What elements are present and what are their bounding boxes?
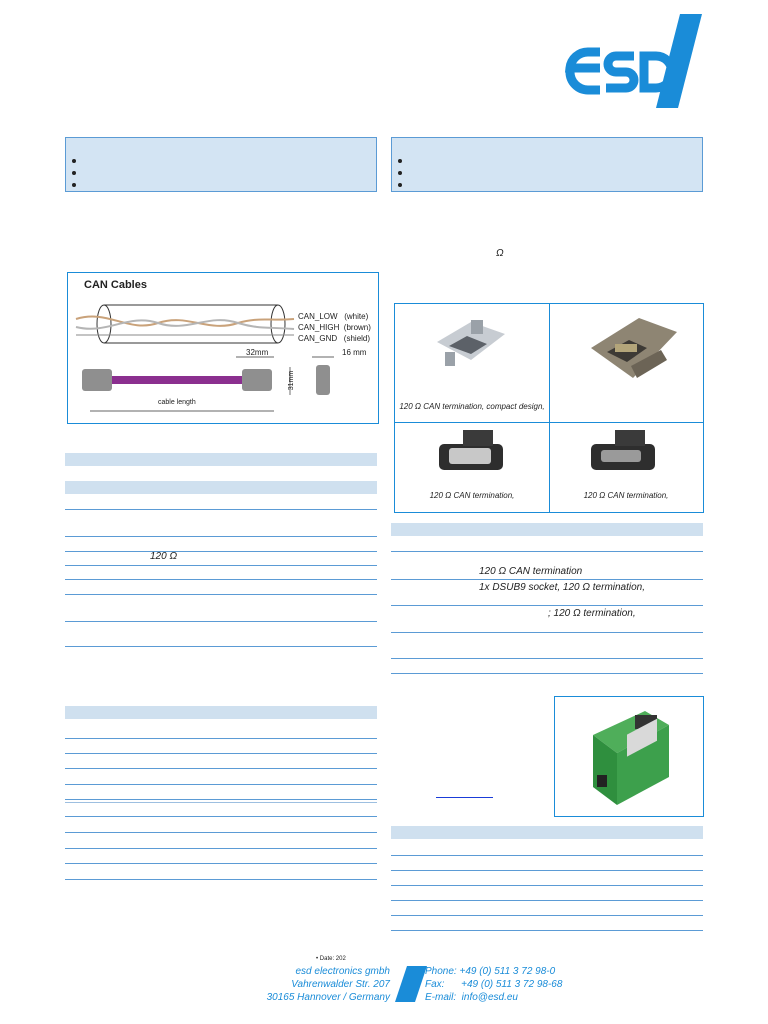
dimension-16mm: 16 mm	[342, 348, 367, 357]
feature-box-left	[65, 137, 377, 192]
footer-slash-mark	[393, 966, 427, 1007]
city-address: 30165 Hannover / Germany	[266, 992, 390, 1003]
row-divider	[65, 816, 377, 817]
row-divider	[65, 646, 377, 647]
grid-divider-h	[395, 422, 703, 423]
row-divider	[65, 768, 377, 769]
row-divider	[391, 605, 703, 606]
row-divider	[65, 579, 377, 580]
label-can-gnd	[298, 334, 370, 344]
table-header-bar	[391, 523, 703, 536]
street-address: Vahrenwalder Str. 207	[291, 979, 390, 990]
row-divider	[65, 863, 377, 864]
dimension-31mm: 31mm	[288, 370, 296, 391]
row-divider	[391, 632, 703, 633]
row-divider	[391, 900, 703, 901]
termination-dsub-photo-b	[585, 426, 665, 476]
footer-contact	[425, 965, 625, 1004]
caption-dsub-b: 120 Ω CAN termination,	[583, 491, 669, 500]
email-address[interactable]: E-mail: info@esd.eu	[425, 992, 518, 1003]
row-divider	[391, 870, 703, 871]
module-photo-frame	[554, 696, 704, 817]
label-text: (shield)	[343, 334, 371, 343]
fax-number: Fax: +49 (0) 511 3 72 98-68	[425, 979, 563, 990]
row-divider	[65, 551, 377, 552]
row-divider	[65, 594, 377, 595]
figure-title: CAN Cables	[84, 279, 147, 291]
row-divider	[391, 579, 703, 580]
row-divider	[65, 802, 377, 803]
footer-date: • Date: 202	[316, 956, 346, 962]
row-divider	[65, 738, 377, 739]
product-photo-grid	[394, 303, 704, 513]
table-header-bar	[65, 453, 377, 466]
table-cell-dsub-socket: 1x DSUB9 socket, 120 Ω termination,	[479, 582, 646, 593]
row-divider	[391, 915, 703, 916]
dimension-32mm: 32mm	[246, 348, 269, 357]
row-divider	[391, 658, 703, 659]
row-divider	[65, 565, 377, 566]
row-divider	[65, 509, 377, 510]
row-divider	[65, 621, 377, 622]
row-divider	[65, 536, 377, 537]
row-divider	[391, 551, 703, 552]
row-divider	[391, 930, 703, 931]
company-name: esd electronics gmbh	[295, 966, 390, 977]
bullet	[392, 155, 702, 167]
bullet	[392, 179, 702, 191]
label-text: CAN_LOW	[298, 312, 338, 321]
termination-compact-photo	[431, 312, 511, 374]
termination-dsub-photo-a	[433, 426, 513, 476]
cable-drawing	[68, 273, 378, 423]
label-text: CAN_GND	[298, 334, 338, 343]
row-divider	[65, 799, 377, 800]
table-cell-can-termination: 120 Ω CAN termination	[479, 566, 583, 577]
can-cable-figure	[67, 272, 379, 424]
bullet	[392, 167, 702, 179]
footer-address	[240, 965, 390, 1004]
row-divider	[391, 855, 703, 856]
phone-number: Phone: +49 (0) 511 3 72 98-0	[425, 966, 556, 977]
label-text: (white)	[344, 312, 369, 321]
table-header-bar	[65, 481, 377, 494]
grid-divider-v	[549, 304, 550, 512]
row-divider	[65, 848, 377, 849]
row-divider	[391, 885, 703, 886]
label-text: (brown)	[343, 323, 371, 332]
row-divider	[65, 784, 377, 785]
table-cell-termination: 120 Ω	[150, 551, 178, 562]
green-module-photo	[585, 705, 675, 809]
bullet	[66, 155, 376, 167]
table-header-bar	[391, 826, 703, 839]
label-text: CAN_HIGH	[298, 323, 340, 332]
cable-length-label: cable length	[158, 399, 196, 406]
termination-metal-photo	[581, 308, 681, 388]
bullet	[66, 167, 376, 179]
caption-compact: 120 Ω CAN termination, compact design,	[399, 402, 545, 411]
table-cell-termination-suffix: ; 120 Ω termination,	[548, 608, 636, 619]
feature-box-right	[391, 137, 703, 192]
esd-logo	[560, 12, 706, 112]
row-divider	[65, 879, 377, 880]
hyperlink-underline[interactable]	[436, 797, 493, 798]
row-divider	[65, 832, 377, 833]
label-can-low	[298, 312, 368, 322]
bullet	[66, 179, 376, 191]
row-divider	[65, 753, 377, 754]
omega-symbol: Ω	[496, 248, 504, 259]
table-header-bar	[65, 706, 377, 719]
caption-dsub-a: 120 Ω CAN termination,	[429, 491, 515, 500]
row-divider	[391, 673, 703, 674]
label-can-high	[298, 323, 371, 333]
